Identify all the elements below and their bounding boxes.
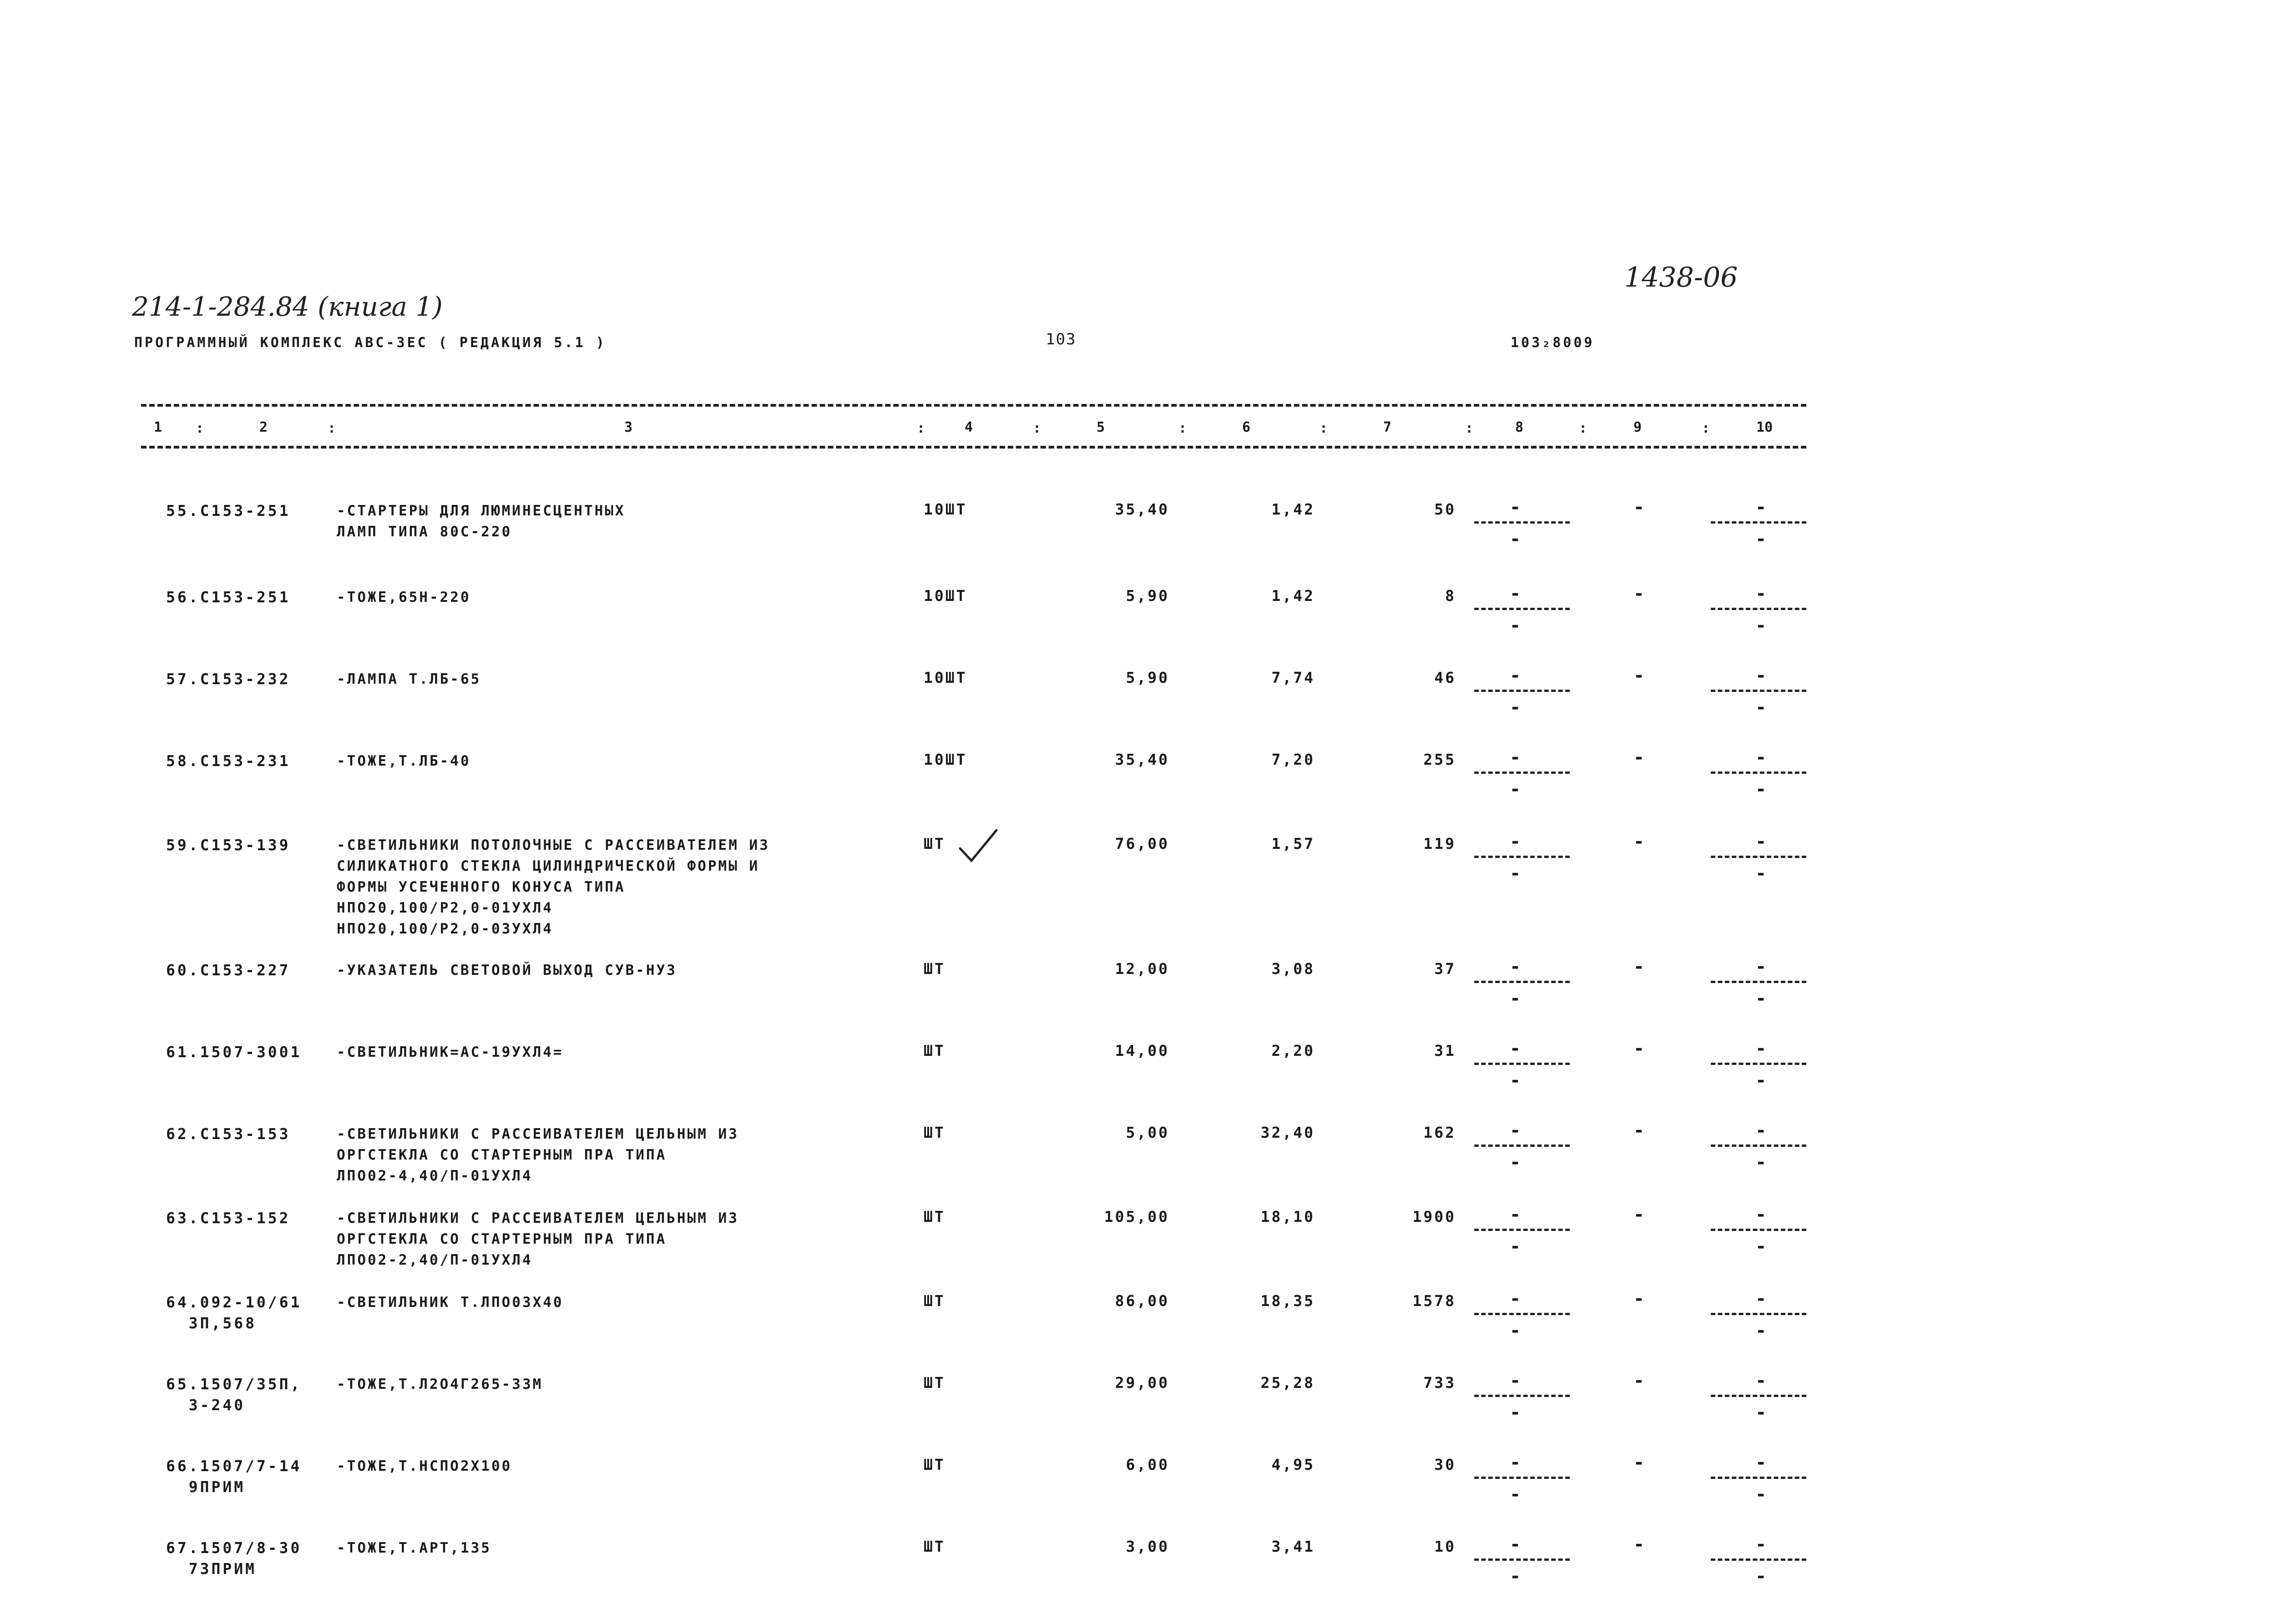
col9-blank-mark: - <box>1633 1038 1645 1059</box>
column-separator: : <box>1579 420 1587 436</box>
col10-divider <box>1711 690 1806 692</box>
row-col7: 733 <box>1423 1374 1456 1392</box>
col8-blank-mark: - <box>1510 831 1521 852</box>
col8-blank-mark: - <box>1510 1402 1521 1423</box>
col9-blank-mark: - <box>1633 1120 1645 1141</box>
row-number: 64.092-10/61 3П,568 <box>166 1293 302 1332</box>
row-col7: 1578 <box>1412 1292 1456 1310</box>
row-col5: 3,00 <box>1126 1538 1169 1555</box>
col10-divider <box>1711 772 1806 774</box>
row-unit: ШТ <box>924 1292 945 1310</box>
column-separator: : <box>1320 420 1328 436</box>
column-header-8: 8 <box>1515 419 1524 435</box>
row-unit: 10ШТ <box>924 587 967 605</box>
column-header-1: 1 <box>154 419 162 435</box>
row-col6: 4,95 <box>1271 1456 1315 1473</box>
col10-blank-mark: - <box>1755 665 1767 686</box>
row-description: -ТОЖЕ,65Н-220 <box>337 589 471 605</box>
row-description: -СВЕТИЛЬНИК Т.ЛПО03Х40 <box>337 1294 564 1311</box>
col8-divider <box>1474 856 1570 858</box>
col8-divider <box>1474 690 1570 692</box>
col10-blank-mark: - <box>1755 1534 1767 1555</box>
col10-blank-mark: - <box>1755 1070 1767 1091</box>
row-number: 57.С153-232 <box>166 670 291 688</box>
col10-blank-mark: - <box>1755 1204 1767 1225</box>
column-header-7: 7 <box>1383 419 1392 435</box>
row-col7: 8 <box>1445 587 1456 605</box>
row-col6: 3,08 <box>1271 960 1315 978</box>
col10-blank-mark: - <box>1755 1038 1767 1059</box>
column-header-6: 6 <box>1242 419 1251 435</box>
row-description: -СТАРТЕРЫ ДЛЯ ЛЮМИНЕСЦЕНТНЫХ ЛАМП ТИПА 80С-220 <box>337 503 626 540</box>
col8-blank-mark: - <box>1510 1484 1521 1505</box>
col10-divider <box>1711 1558 1806 1561</box>
col9-blank-mark: - <box>1633 1204 1645 1225</box>
row-number: 61.1507-3001 <box>166 1043 302 1061</box>
col8-blank-mark: - <box>1510 665 1521 686</box>
col9-blank-mark: - <box>1633 497 1645 518</box>
row-col6: 7,20 <box>1271 751 1315 768</box>
row-unit: ШТ <box>924 1374 945 1392</box>
row-col6: 2,20 <box>1271 1042 1315 1059</box>
row-number: 62.С153-153 <box>166 1125 291 1143</box>
column-header-4: 4 <box>965 419 973 435</box>
row-description: -СВЕТИЛЬНИКИ С РАССЕИВАТЕЛЕМ ЦЕЛЬНЫМ ИЗ ОРГСТЕКЛА СО СТАРТЕРНЫМ ПРА ТИПА ЛПО02-2,40/П-01УХЛ4 <box>337 1210 739 1268</box>
col8-blank-mark: - <box>1510 863 1521 884</box>
col10-blank-mark: - <box>1755 1566 1767 1587</box>
col10-blank-mark: - <box>1755 1402 1767 1423</box>
row-col6: 1,57 <box>1271 835 1315 852</box>
column-separator: : <box>1702 420 1710 436</box>
col8-blank-mark: - <box>1510 988 1521 1009</box>
row-col7: 162 <box>1423 1124 1456 1141</box>
row-col6: 7,74 <box>1271 669 1315 686</box>
row-col7: 255 <box>1423 751 1456 768</box>
row-col5: 5,00 <box>1126 1124 1169 1141</box>
row-description: -ТОЖЕ,Т.Л2О4Г265-33М <box>337 1376 543 1392</box>
col10-blank-mark: - <box>1755 988 1767 1009</box>
row-col7: 10 <box>1434 1538 1456 1555</box>
col9-blank-mark: - <box>1633 1288 1645 1309</box>
row-col7: 31 <box>1434 1042 1456 1059</box>
row-description: -ТОЖЕ,Т.АРТ,135 <box>337 1540 491 1556</box>
col10-blank-mark: - <box>1755 779 1767 800</box>
row-col5: 29,00 <box>1115 1374 1169 1392</box>
col8-divider <box>1474 521 1570 524</box>
col9-blank-mark: - <box>1633 831 1645 852</box>
col8-divider <box>1474 608 1570 610</box>
row-unit: ШТ <box>924 1208 945 1226</box>
column-separator: : <box>196 420 204 436</box>
row-number: 66.1507/7-14 9ПРИМ <box>166 1457 302 1496</box>
row-col7: 37 <box>1434 960 1456 978</box>
col10-blank-mark: - <box>1755 1152 1767 1173</box>
col8-blank-mark: - <box>1510 747 1521 768</box>
row-unit: ШТ <box>924 960 945 978</box>
document-id: 103₂8009 <box>1511 335 1595 351</box>
col10-divider <box>1711 1229 1806 1231</box>
col10-blank-mark: - <box>1755 831 1767 852</box>
row-unit: ШТ <box>924 1456 945 1473</box>
row-description: -СВЕТИЛЬНИКИ С РАССЕИВАТЕЛЕМ ЦЕЛЬНЫМ ИЗ ОРГСТЕКЛА СО СТАРТЕРНЫМ ПРА ТИПА ЛПО02-4,40/П-01УХЛ4 <box>337 1126 739 1184</box>
row-number: 60.С153-227 <box>166 961 291 979</box>
row-unit: ШТ <box>924 1538 945 1555</box>
col8-blank-mark: - <box>1510 1038 1521 1059</box>
col10-blank-mark: - <box>1755 1484 1767 1505</box>
col10-divider <box>1711 1477 1806 1479</box>
col9-blank-mark: - <box>1633 1452 1645 1473</box>
col9-blank-mark: - <box>1633 665 1645 686</box>
row-col6: 18,35 <box>1260 1292 1315 1310</box>
row-description: -УКАЗАТЕЛЬ СВЕТОВОЙ ВЫХОД СУВ-НУЗ <box>337 962 677 978</box>
column-separator: : <box>1465 420 1474 436</box>
row-unit: 10ШТ <box>924 669 967 686</box>
col8-blank-mark: - <box>1510 1070 1521 1091</box>
col10-blank-mark: - <box>1755 1120 1767 1141</box>
col8-divider <box>1474 1145 1570 1147</box>
row-col7: 119 <box>1423 835 1456 852</box>
table-header-rule <box>141 446 1806 449</box>
col10-divider <box>1711 1145 1806 1147</box>
col8-blank-mark: - <box>1510 615 1521 636</box>
column-header-10: 10 <box>1756 419 1773 435</box>
col8-divider <box>1474 772 1570 774</box>
row-col5: 35,40 <box>1115 751 1169 768</box>
col8-divider <box>1474 981 1570 983</box>
row-col7: 50 <box>1434 500 1456 518</box>
column-separator: : <box>1033 420 1041 436</box>
column-separator: : <box>917 420 925 436</box>
document-number: 1438-06 <box>1624 262 1738 293</box>
col8-divider <box>1474 1229 1570 1231</box>
checkmark-icon <box>958 828 999 864</box>
row-col6: 1,42 <box>1271 500 1315 518</box>
page-number: 103 <box>1046 330 1077 348</box>
col8-blank-mark: - <box>1510 1236 1521 1257</box>
row-unit: ШТ <box>924 1124 945 1141</box>
col8-blank-mark: - <box>1510 1320 1521 1341</box>
col9-blank-mark: - <box>1633 1370 1645 1391</box>
col10-divider <box>1711 981 1806 983</box>
col10-blank-mark: - <box>1755 583 1767 604</box>
row-col7: 1900 <box>1412 1208 1456 1226</box>
col10-divider <box>1711 521 1806 524</box>
row-col5: 86,00 <box>1115 1292 1169 1310</box>
column-header-2: 2 <box>259 419 268 435</box>
col8-blank-mark: - <box>1510 529 1521 550</box>
row-col5: 35,40 <box>1115 500 1169 518</box>
col10-divider <box>1711 1063 1806 1065</box>
row-description: -СВЕТИЛЬНИК=АС-19УХЛ4= <box>337 1044 564 1060</box>
row-col6: 32,40 <box>1260 1124 1315 1141</box>
row-description: -ЛАМПА Т.ЛБ-65 <box>337 671 481 687</box>
col8-blank-mark: - <box>1510 583 1521 604</box>
row-col5: 5,90 <box>1126 669 1169 686</box>
row-number: 59.С153-139 <box>166 836 291 854</box>
row-col6: 25,28 <box>1260 1374 1315 1392</box>
row-col5: 6,00 <box>1126 1456 1169 1473</box>
row-unit: 10ШТ <box>924 500 967 518</box>
row-col5: 105,00 <box>1104 1208 1169 1226</box>
column-header-3: 3 <box>624 419 633 435</box>
col8-blank-mark: - <box>1510 1152 1521 1173</box>
document-code: 214-1-284.84 (книга 1) <box>132 291 443 322</box>
table-top-rule <box>141 404 1806 407</box>
col10-blank-mark: - <box>1755 1370 1767 1391</box>
row-unit: ШТ <box>924 835 945 852</box>
row-number: 65.1507/35П, 3-240 <box>166 1375 302 1414</box>
row-description: -ТОЖЕ,Т.ЛБ-40 <box>337 753 471 769</box>
col8-blank-mark: - <box>1510 1288 1521 1309</box>
row-col7: 30 <box>1434 1456 1456 1473</box>
program-title: ПРОГРАММНЫЙ КОМПЛЕКС АВС-3ЕС ( РЕДАКЦИЯ 5.1 ) <box>134 335 607 351</box>
col10-divider <box>1711 1313 1806 1315</box>
col9-blank-mark: - <box>1633 747 1645 768</box>
row-col6: 3,41 <box>1271 1538 1315 1555</box>
column-separator: : <box>1178 420 1187 436</box>
col10-blank-mark: - <box>1755 497 1767 518</box>
row-number: 67.1507/8-30 73ПРИМ <box>166 1539 302 1578</box>
column-header-5: 5 <box>1097 419 1105 435</box>
col10-blank-mark: - <box>1755 615 1767 636</box>
col8-blank-mark: - <box>1510 956 1521 977</box>
row-col5: 5,90 <box>1126 587 1169 605</box>
col9-blank-mark: - <box>1633 1534 1645 1555</box>
column-separator: : <box>328 420 336 436</box>
col8-blank-mark: - <box>1510 1120 1521 1141</box>
col8-blank-mark: - <box>1510 1534 1521 1555</box>
col8-divider <box>1474 1313 1570 1315</box>
row-number: 63.С153-152 <box>166 1209 291 1227</box>
row-number: 56.С153-251 <box>166 588 291 606</box>
row-col6: 1,42 <box>1271 587 1315 605</box>
col8-blank-mark: - <box>1510 1566 1521 1587</box>
row-col7: 46 <box>1434 669 1456 686</box>
col10-blank-mark: - <box>1755 863 1767 884</box>
col8-blank-mark: - <box>1510 1452 1521 1473</box>
row-col6: 18,10 <box>1260 1208 1315 1226</box>
col10-divider <box>1711 1395 1806 1397</box>
column-header-9: 9 <box>1633 419 1642 435</box>
row-number: 55.С153-251 <box>166 502 291 519</box>
col8-divider <box>1474 1558 1570 1561</box>
col10-blank-mark: - <box>1755 697 1767 718</box>
col8-divider <box>1474 1477 1570 1479</box>
col8-blank-mark: - <box>1510 1204 1521 1225</box>
col10-blank-mark: - <box>1755 1288 1767 1309</box>
row-description: -ТОЖЕ,Т.НСПО2Х100 <box>337 1458 512 1474</box>
row-unit: 10ШТ <box>924 751 967 768</box>
col10-blank-mark: - <box>1755 747 1767 768</box>
col8-blank-mark: - <box>1510 1370 1521 1391</box>
col8-divider <box>1474 1063 1570 1065</box>
row-number: 58.С153-231 <box>166 752 291 770</box>
col9-blank-mark: - <box>1633 583 1645 604</box>
col10-blank-mark: - <box>1755 1452 1767 1473</box>
col10-blank-mark: - <box>1755 956 1767 977</box>
col10-divider <box>1711 608 1806 610</box>
row-description: -СВЕТИЛЬНИКИ ПОТОЛОЧНЫЕ С РАССЕИВАТЕЛЕМ ИЗ СИЛИКАТНОГО СТЕКЛА ЦИЛИНДРИЧЕСКОЙ ФОРМЫ И ФОРМЫ УСЕЧЕННОГО КОНУСА ТИПА НПО20,100/Р2,0-01УХЛ4 НПО20,100/Р2,0-03УХЛ4 <box>337 837 770 937</box>
col9-blank-mark: - <box>1633 956 1645 977</box>
col10-divider <box>1711 856 1806 858</box>
col10-blank-mark: - <box>1755 1320 1767 1341</box>
row-col5: 12,00 <box>1115 960 1169 978</box>
col8-divider <box>1474 1395 1570 1397</box>
row-unit: ШТ <box>924 1042 945 1059</box>
col8-blank-mark: - <box>1510 497 1521 518</box>
col8-blank-mark: - <box>1510 697 1521 718</box>
col10-blank-mark: - <box>1755 529 1767 550</box>
row-col5: 14,00 <box>1115 1042 1169 1059</box>
col10-blank-mark: - <box>1755 1236 1767 1257</box>
row-col5: 76,00 <box>1115 835 1169 852</box>
col8-blank-mark: - <box>1510 779 1521 800</box>
